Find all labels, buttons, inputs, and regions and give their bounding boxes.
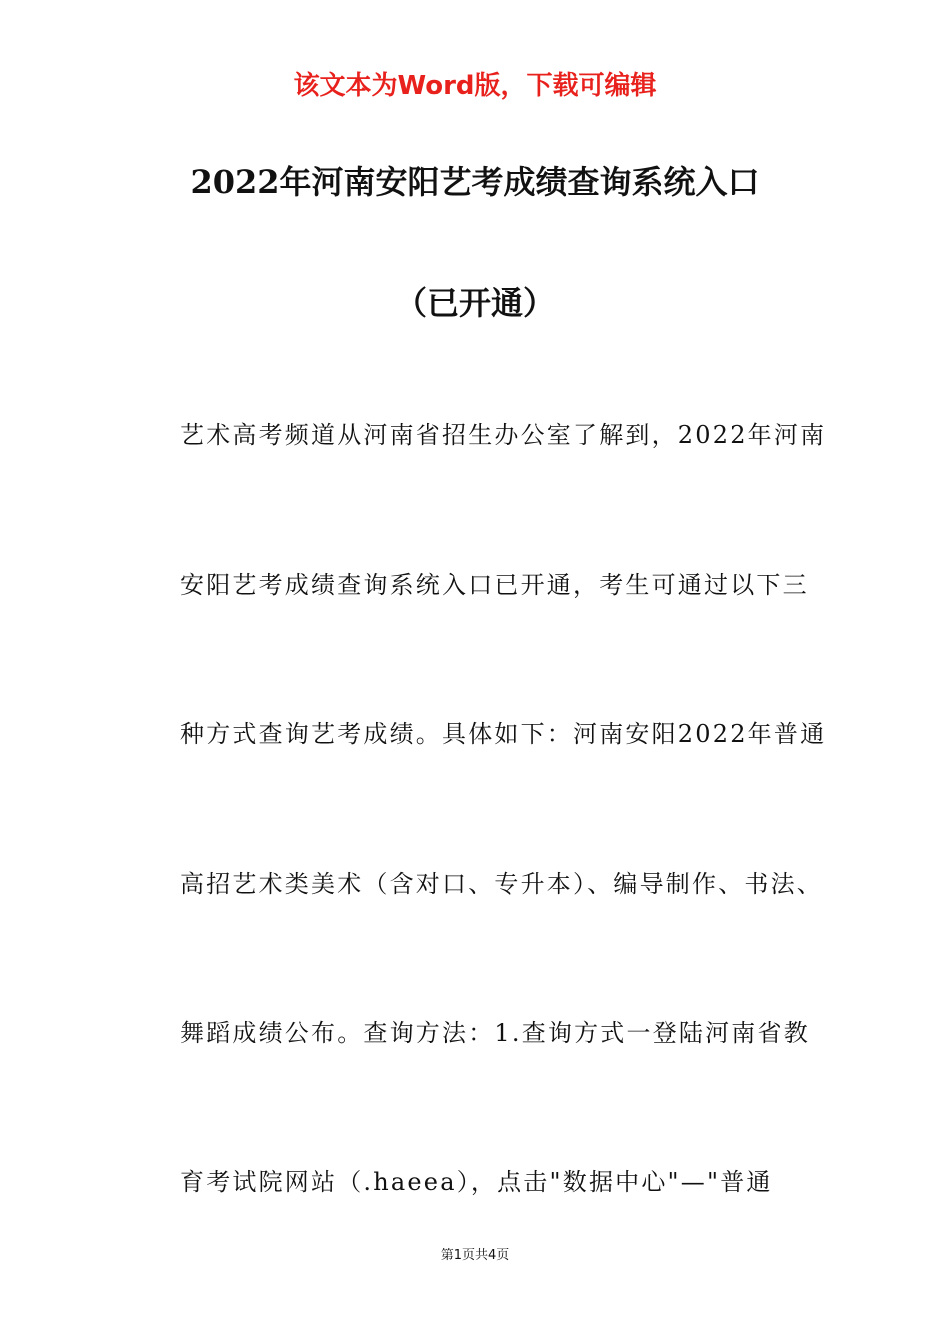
- body-text-line: 高招艺术类美术（含对口、专升本）、编导制作、书法、: [180, 870, 823, 898]
- body-text-line: 种方式查询艺考成绩。具体如下：河南安阳2022年普通: [180, 720, 827, 748]
- body-text-line: 安阳艺考成绩查询系统入口已开通，考生可通过以下三: [180, 571, 809, 599]
- body-text-line: 育考试院网站（.haeea），点击"数据中心"—"普通: [180, 1168, 773, 1196]
- editable-word-notice: 该文本为Word版，下载可编辑: [293, 71, 657, 101]
- document-title-line-2: （已开通）: [394, 284, 555, 322]
- document-title-line-1: 2022年河南安阳艺考成绩查询系统入口: [190, 163, 760, 201]
- body-text-line: 舞蹈成绩公布。查询方法：1.查询方式一登陆河南省教: [180, 1019, 810, 1047]
- page-number: 第1页共4页: [440, 1248, 510, 1263]
- body-text-line: 艺术高考频道从河南省招生办公室了解到，2022年河南: [180, 421, 827, 449]
